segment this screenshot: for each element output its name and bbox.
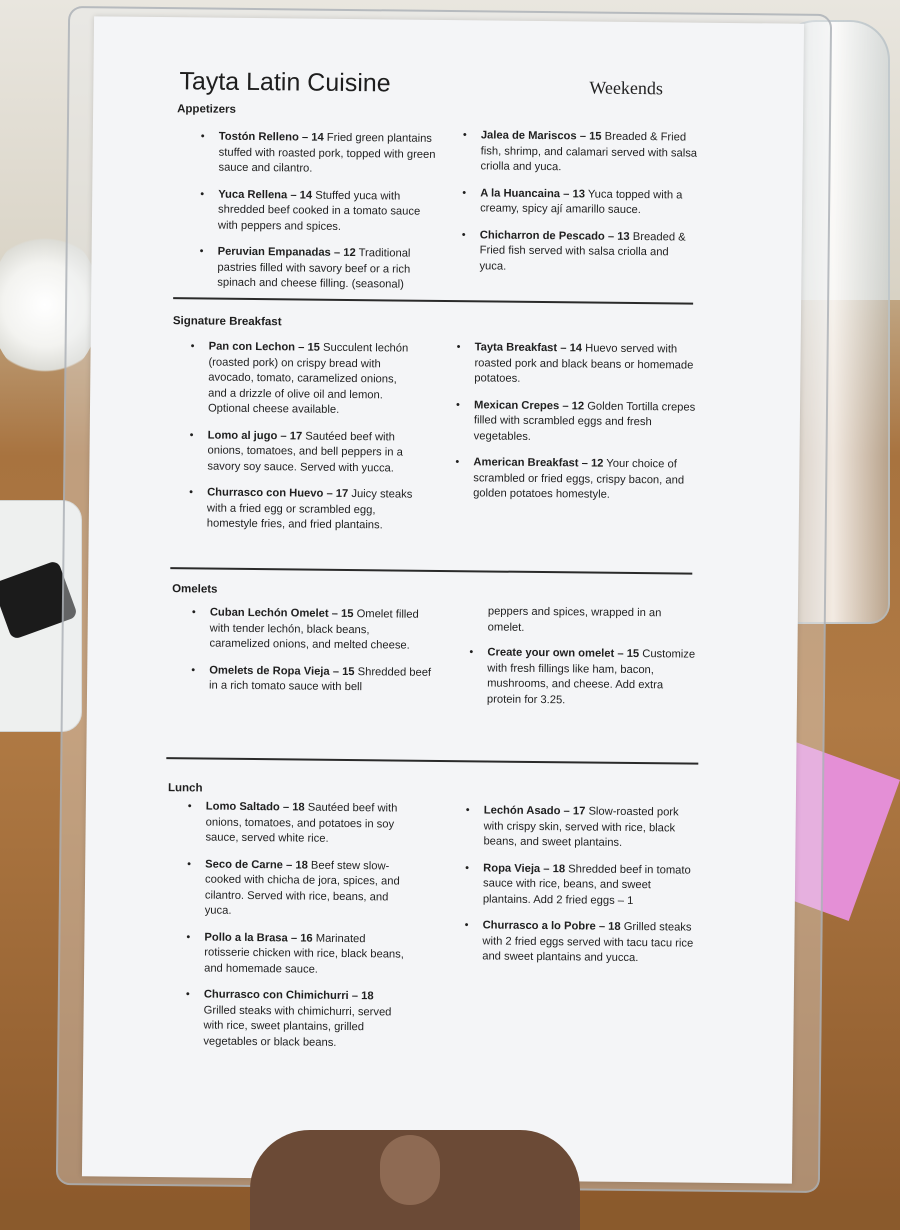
price-separator: – bbox=[328, 607, 342, 620]
bullet-icon: • bbox=[200, 130, 205, 143]
breakfast-right-column bbox=[455, 340, 697, 515]
menu-item-name: Churrasco a lo Pobre bbox=[482, 919, 596, 933]
menu-sheet bbox=[82, 16, 804, 1183]
menu-item-description: Marinated rotisserie chicken with rice, black beans, and homemade sauce. bbox=[204, 932, 404, 976]
menu-item-price: 15 bbox=[342, 665, 355, 678]
price-separator: – bbox=[323, 487, 336, 500]
menu-item-description: Your choice of scrambled or fried eggs, crispy bacon, and golden potatoes homestyle. bbox=[473, 457, 685, 501]
menu-item-price: 15 bbox=[307, 341, 321, 354]
menu-item-description: Stuffed yuca with shredded beef cooked in a tomato sauce with peppers and spices. bbox=[217, 189, 421, 233]
menu-item-description: Shredded beef in tomato sauce with rice, beans, and sweet plantains. Add 2 fried eggs – 1 bbox=[482, 862, 691, 907]
menu-item bbox=[461, 228, 696, 277]
menu-item bbox=[200, 187, 440, 236]
menu-item-description: Beef stew slow-cooked with chicha de jora, spices, and cilantro. Served with rice, beans, and yuca. bbox=[204, 859, 400, 917]
price-separator: – bbox=[595, 920, 609, 933]
menu-item bbox=[455, 455, 695, 504]
lunch-right-column bbox=[464, 803, 696, 978]
menu-item-name: Pollo a la Brasa bbox=[204, 931, 288, 944]
menu-item-price: 17 bbox=[289, 429, 303, 443]
menu-item-name: Lomo Saltado bbox=[205, 800, 280, 814]
section-heading-appetizers: Appetizers bbox=[177, 103, 236, 116]
price-separator: – bbox=[540, 862, 553, 875]
omelets-right-items bbox=[469, 645, 696, 709]
menu-item bbox=[456, 340, 696, 389]
menu-item-name: Churrasco con Chimichurri bbox=[203, 988, 349, 1003]
menu-item-price: 16 bbox=[300, 932, 313, 945]
menu-item-name: Tayta Breakfast bbox=[474, 341, 558, 355]
menu-item bbox=[469, 645, 696, 709]
bullet-icon: • bbox=[462, 129, 467, 142]
menu-item-description: Shredded beef in a rich tomato sauce with bell bbox=[209, 665, 432, 694]
menu-item-name: Churrasco con Huevo bbox=[207, 486, 324, 500]
bullet-icon: • bbox=[456, 341, 461, 354]
appetizers-left-column bbox=[199, 129, 441, 304]
bullet-icon: • bbox=[455, 456, 460, 469]
menu-item-price: 14 bbox=[311, 131, 324, 144]
menu-item-price: 17 bbox=[335, 487, 349, 501]
menu-item-description: Slow-roasted pork with crispy skin, served with rice, black beans, and sweet plantains. bbox=[483, 805, 679, 849]
menu-item bbox=[187, 857, 410, 921]
menu-item-description: Golden Tortilla crepes filled with scrambled eggs and fresh vegetables. bbox=[473, 400, 696, 443]
bullet-icon: • bbox=[189, 428, 194, 441]
menu-item-price: 17 bbox=[572, 805, 586, 818]
bullet-icon: • bbox=[465, 861, 470, 874]
thumb bbox=[380, 1135, 440, 1205]
menu-item-price: 18 bbox=[292, 801, 305, 814]
menu-item bbox=[191, 663, 431, 697]
menu-item-name: Chicharron de Pescado bbox=[479, 228, 605, 243]
menu-item-name: Tostón Relleno bbox=[218, 130, 299, 144]
price-separator: – bbox=[559, 399, 572, 412]
menu-item-description: Omelet filled with tender lechón, black beans, caramelized onions, and melted cheese. bbox=[209, 608, 419, 652]
bullet-icon: • bbox=[462, 186, 467, 199]
menu-title: Tayta Latin Cuisine bbox=[179, 67, 391, 98]
menu-item-description: Sautéed beef with onions, tomatoes, and bell peppers in a savory soy sauce. Served with yucca. bbox=[207, 430, 403, 474]
menu-subtitle: Weekends bbox=[589, 77, 664, 99]
menu-item-price: 18 bbox=[552, 862, 566, 875]
price-separator: – bbox=[560, 805, 573, 818]
menu-item-price: 13 bbox=[617, 230, 630, 243]
price-separator: – bbox=[578, 457, 592, 470]
omelets-right-column bbox=[469, 604, 696, 720]
menu-item bbox=[189, 485, 414, 534]
bullet-icon: • bbox=[464, 919, 469, 932]
menu-item-price: 14 bbox=[299, 188, 313, 202]
menu-item bbox=[464, 918, 694, 967]
menu-item bbox=[186, 930, 408, 979]
menu-item-name: Pan con Lechon bbox=[208, 340, 296, 354]
bullet-icon: • bbox=[200, 187, 205, 200]
bullet-icon: • bbox=[461, 228, 466, 241]
menu-item-name: Seco de Carne bbox=[205, 858, 284, 871]
menu-item-name: Lechón Asado bbox=[483, 804, 561, 818]
section-heading-signature-breakfast: Signature Breakfast bbox=[172, 315, 282, 329]
menu-item bbox=[187, 799, 409, 848]
price-separator: – bbox=[348, 990, 362, 1003]
breakfast-left-column bbox=[189, 339, 416, 545]
menu-item-price: 18 bbox=[361, 990, 374, 1003]
menu-item-name: American Breakfast bbox=[473, 456, 579, 470]
menu-item-description: Fried green plantains stuffed with roasted pork, topped with green sauce and cilantro. bbox=[218, 131, 436, 175]
lunch-left-column bbox=[185, 799, 410, 1062]
bullet-icon: • bbox=[469, 646, 474, 659]
bullet-icon: • bbox=[187, 800, 192, 813]
bullet-icon: • bbox=[191, 606, 196, 619]
menu-item-price: 15 bbox=[626, 647, 640, 661]
menu-item-name: Omelets de Ropa Vieja bbox=[209, 664, 330, 678]
menu-item-price: 12 bbox=[571, 399, 585, 412]
section-divider bbox=[166, 757, 698, 764]
bullet-icon: • bbox=[465, 804, 470, 817]
menu-item-description: Grilled steaks with chimichurri, served with rice, sweet plantains, grilled vegetables or black beans. bbox=[203, 1004, 392, 1049]
menu-item-description: Yuca topped with a creamy, spicy ají amarillo sauce. bbox=[480, 187, 683, 217]
menu-item bbox=[185, 987, 408, 1051]
bullet-icon: • bbox=[187, 857, 192, 870]
section-heading-lunch: Lunch bbox=[167, 782, 203, 795]
price-separator: – bbox=[279, 801, 293, 814]
menu-item bbox=[190, 339, 416, 419]
menu-item-price: 13 bbox=[572, 187, 586, 200]
section-heading-omelets: Omelets bbox=[172, 583, 218, 596]
menu-item bbox=[191, 605, 431, 654]
menu-item-description: Juicy steaks with a fried egg or scrambled egg, homestyle fries, and fried plantains. bbox=[206, 488, 413, 532]
menu-item bbox=[465, 861, 695, 910]
price-separator: – bbox=[298, 131, 312, 144]
menu-item-description: Huevo served with roasted pork and black beans or homemade potatoes. bbox=[474, 342, 694, 385]
price-separator: – bbox=[282, 858, 296, 871]
price-separator: – bbox=[330, 246, 344, 259]
menu-item-price: 12 bbox=[343, 246, 356, 260]
bullet-icon: • bbox=[189, 486, 194, 499]
price-separator: – bbox=[287, 931, 301, 945]
menu-item-price: 12 bbox=[590, 457, 604, 470]
menu-item-name: Yuca Rellena bbox=[218, 188, 288, 201]
menu-item-name: Ropa Vieja bbox=[483, 861, 541, 875]
price-separator: – bbox=[557, 342, 570, 355]
bullet-icon: • bbox=[190, 340, 195, 353]
price-separator: – bbox=[559, 187, 573, 200]
menu-item bbox=[462, 128, 697, 177]
menu-item-description: Traditional pastries filled with savory beef or a rich spinach and cheese filling. (seasonal) bbox=[217, 247, 411, 291]
bullet-icon: • bbox=[186, 930, 191, 943]
menu-item-name: A la Huancaina bbox=[480, 186, 561, 200]
menu-item bbox=[456, 398, 696, 447]
price-separator: – bbox=[277, 429, 290, 442]
menu-item bbox=[199, 244, 439, 293]
section-divider bbox=[170, 567, 692, 574]
menu-item-description: Customize with fresh fillings like ham, bacon, mushrooms, and cheese. Add extra protein for 3.25. bbox=[486, 648, 696, 706]
appetizers-right-column bbox=[461, 128, 698, 287]
bullet-icon: • bbox=[455, 398, 460, 411]
menu-item-name: Peruvian Empanadas bbox=[217, 245, 331, 259]
price-separator: – bbox=[294, 341, 308, 354]
menu-item-name: Mexican Crepes bbox=[473, 398, 560, 412]
menu-item-price: 14 bbox=[569, 342, 583, 355]
menu-item-description: Grilled steaks with 2 fried eggs served with tacu tacu rice and sweet plantains and yucca. bbox=[482, 920, 694, 965]
menu-item-name: Lomo al jugo bbox=[207, 429, 278, 442]
price-separator: – bbox=[329, 665, 343, 678]
bullet-icon: • bbox=[199, 245, 204, 258]
price-separator: – bbox=[287, 188, 300, 201]
menu-item-name: Cuban Lechón Omelet bbox=[209, 606, 329, 620]
menu-item-price: 15 bbox=[340, 607, 354, 621]
menu-item bbox=[189, 428, 414, 477]
omelets-left-column bbox=[191, 605, 432, 707]
menu-item-price: 18 bbox=[295, 858, 308, 872]
price-separator: – bbox=[614, 647, 627, 660]
menu-item bbox=[462, 186, 697, 219]
menu-item-description: Succulent lechón (roasted pork) on crispy bread with avocado, tomato, caramelized onions, and a drizzle of olive oil and lemon. Optional cheese available. bbox=[207, 341, 409, 416]
menu-item-name: Jalea de Mariscos bbox=[480, 129, 577, 143]
menu-item-description: Breaded & Fried fish served with salsa criolla and yuca. bbox=[479, 230, 686, 273]
price-separator: – bbox=[604, 230, 618, 243]
menu-item-price: 18 bbox=[608, 920, 621, 933]
price-separator: – bbox=[576, 130, 590, 143]
menu-item-price: 15 bbox=[589, 130, 602, 143]
menu-item bbox=[200, 129, 440, 178]
menu-item bbox=[465, 803, 695, 852]
menu-item-description: Sautéed beef with onions, tomatoes, and potatoes in soy sauce, served white rice. bbox=[205, 801, 398, 845]
omelet-continued-text: peppers and spices, wrapped in an omelet. bbox=[487, 605, 662, 634]
bullet-icon: • bbox=[185, 988, 190, 1001]
bullet-icon: • bbox=[191, 663, 196, 676]
menu-item-description: Breaded & Fried fish, shrimp, and calamari served with salsa criolla and yuca. bbox=[480, 130, 698, 174]
menu-item-name: Create your own omelet bbox=[487, 646, 615, 660]
